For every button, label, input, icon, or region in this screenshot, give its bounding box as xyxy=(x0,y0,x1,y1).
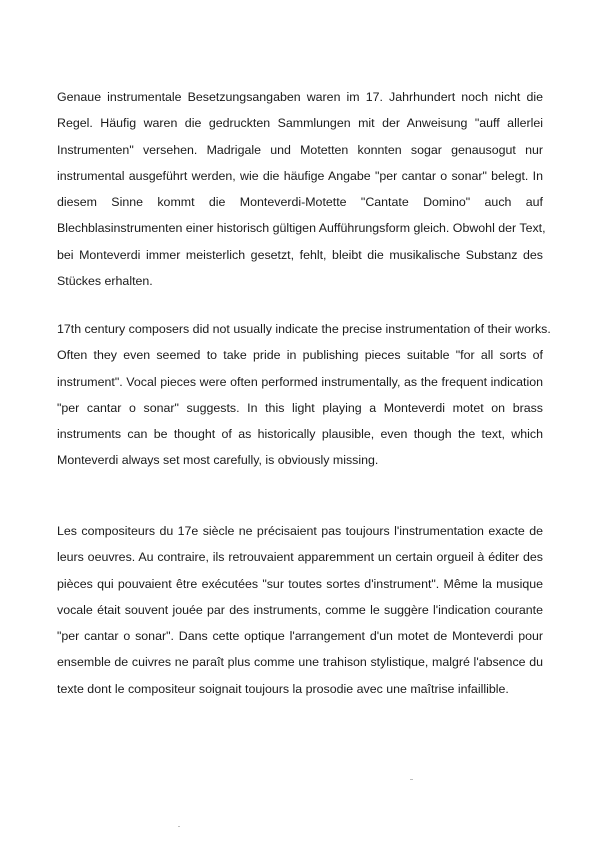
text-line: texte dont le compositeur soignait toujours la prosodie avec une maîtrise infaillible. xyxy=(57,681,509,696)
text-line: "per cantar o sonar". Dans cette optique l'arrangement d'un motet de Monteverdi pour xyxy=(57,629,543,644)
text-line: pièces qui pouvaient être exécutées "sur toutes sortes d'instrument". Même la musique xyxy=(57,576,543,591)
text-line: Monteverdi always set most carefully, is obviously missing. xyxy=(57,453,379,468)
text-line: Blechblasinstrumenten einer historisch gültigen Aufführungsform gleich. Obwohl der Text, xyxy=(57,221,546,236)
text-line: Les compositeurs du 17e siècle ne précisaient pas toujours l'instrumentation exacte de xyxy=(57,524,543,538)
text-line: vocale était souvent jouée par des instruments, comme le suggère l'indication courante xyxy=(57,602,543,617)
scan-speck xyxy=(410,779,413,780)
paragraph-german xyxy=(57,84,546,294)
scan-speck xyxy=(178,826,180,827)
text-line: Often they even seemed to take pride in publishing pieces suitable "for all sorts of xyxy=(57,348,543,363)
text-line: Genaue instrumentale Besetzungsangaben waren im 17. Jahrhundert noch nicht die xyxy=(57,90,543,104)
text-line: Regel. Häufig waren die gedruckten Sammlungen mit der Anweisung "auff allerlei xyxy=(57,116,543,131)
text-line: Stückes erhalten. xyxy=(57,274,153,289)
paragraph-french xyxy=(57,518,543,702)
text-line: instrumental ausgeführt werden, wie die häufige Angabe "per cantar o sonar" belegt. In xyxy=(57,168,543,183)
text-line: diesem Sinne kommt die Monteverdi-Motette "Cantate Domino" auch auf xyxy=(57,195,543,210)
text-line: Instrumenten" versehen. Madrigale und Motetten konnten sogar genausogut nur xyxy=(57,142,543,157)
text-line: instrument". Vocal pieces were often performed instrumentally, as the frequent indication xyxy=(57,374,543,389)
text-line: "per cantar o sonar" suggests. In this light playing a Monteverdi motet on brass xyxy=(57,400,543,415)
text-line: 17th century composers did not usually indicate the precise instrumentation of their works. xyxy=(57,322,551,336)
text-line: ensemble de cuivres ne paraît plus comme une trahison stylistique, malgré l'absence du xyxy=(57,655,543,670)
paragraph-english xyxy=(57,316,551,474)
text-line: bei Monteverdi immer meisterlich gesetzt, fehlt, bleibt die musikalische Substanz des xyxy=(57,247,543,262)
text-line: instruments can be thought of as historically plausible, even though the text, which xyxy=(57,427,543,442)
text-line: leurs oeuvres. Au contraire, ils retrouvaient apparemment un certain orgueil à éditer des xyxy=(57,550,543,565)
